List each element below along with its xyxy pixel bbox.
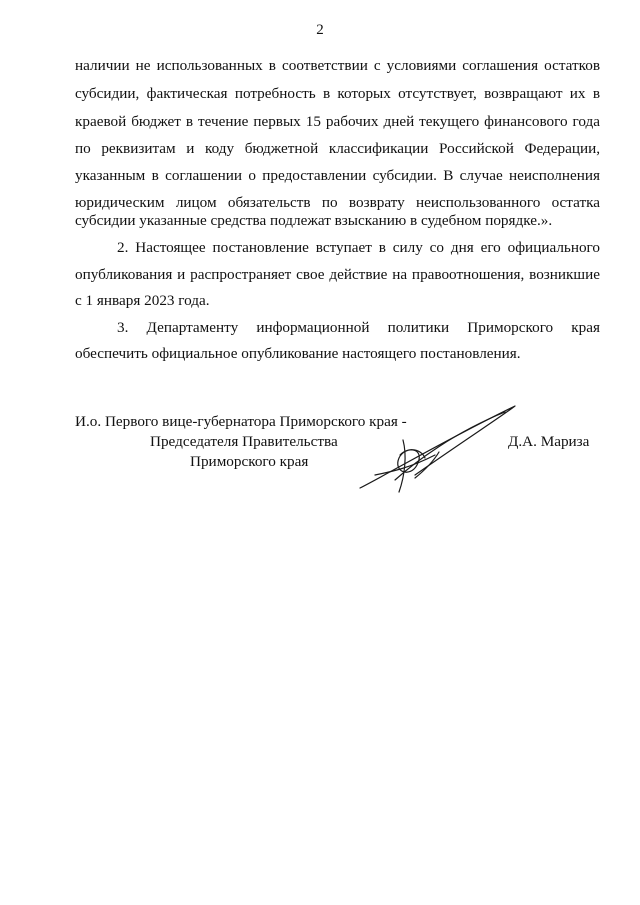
text-line: 3. Департаменту информационной политики Приморского края	[117, 319, 600, 336]
signatory-position: И.о. Первого вице-губернатора Приморского края -	[75, 413, 407, 430]
text-line: обеспечить официальное опубликование настоящего постановления.	[75, 345, 521, 362]
text-line: 2. Настоящее постановление вступает в силу со дня его официального	[117, 239, 600, 256]
signatory-position: Председателя Правительства	[150, 433, 338, 450]
signatory-position: Приморского края	[190, 453, 309, 470]
page-number: 2	[316, 22, 324, 38]
text-line: субсидии указанные средства подлежат взысканию в судебном порядке.».	[75, 212, 553, 229]
text-line: субсидии, фактическая потребность в которых отсутствует, возвращают их в	[75, 85, 600, 102]
text-line: краевой бюджет в течение первых 15 рабочих дней текущего финансового года	[75, 113, 600, 130]
text-line: с 1 января 2023 года.	[75, 292, 210, 309]
text-line: указанным в соглашении о предоставлении субсидии. В случае неисполнения	[75, 167, 600, 184]
text-line: по реквизитам и коду бюджетной классификации Российской Федерации,	[75, 140, 600, 157]
text-line: юридическим лицом обязательств по возврату неиспользованного остатка	[75, 194, 600, 211]
signatory-name: Д.А. Мариза	[508, 433, 590, 450]
handwritten-signature	[355, 400, 525, 495]
text-line: наличии не использованных в соответствии с условиями соглашения остатков	[75, 57, 600, 74]
text-line: опубликования и распространяет свое действие на правоотношения, возникшие	[75, 266, 600, 283]
